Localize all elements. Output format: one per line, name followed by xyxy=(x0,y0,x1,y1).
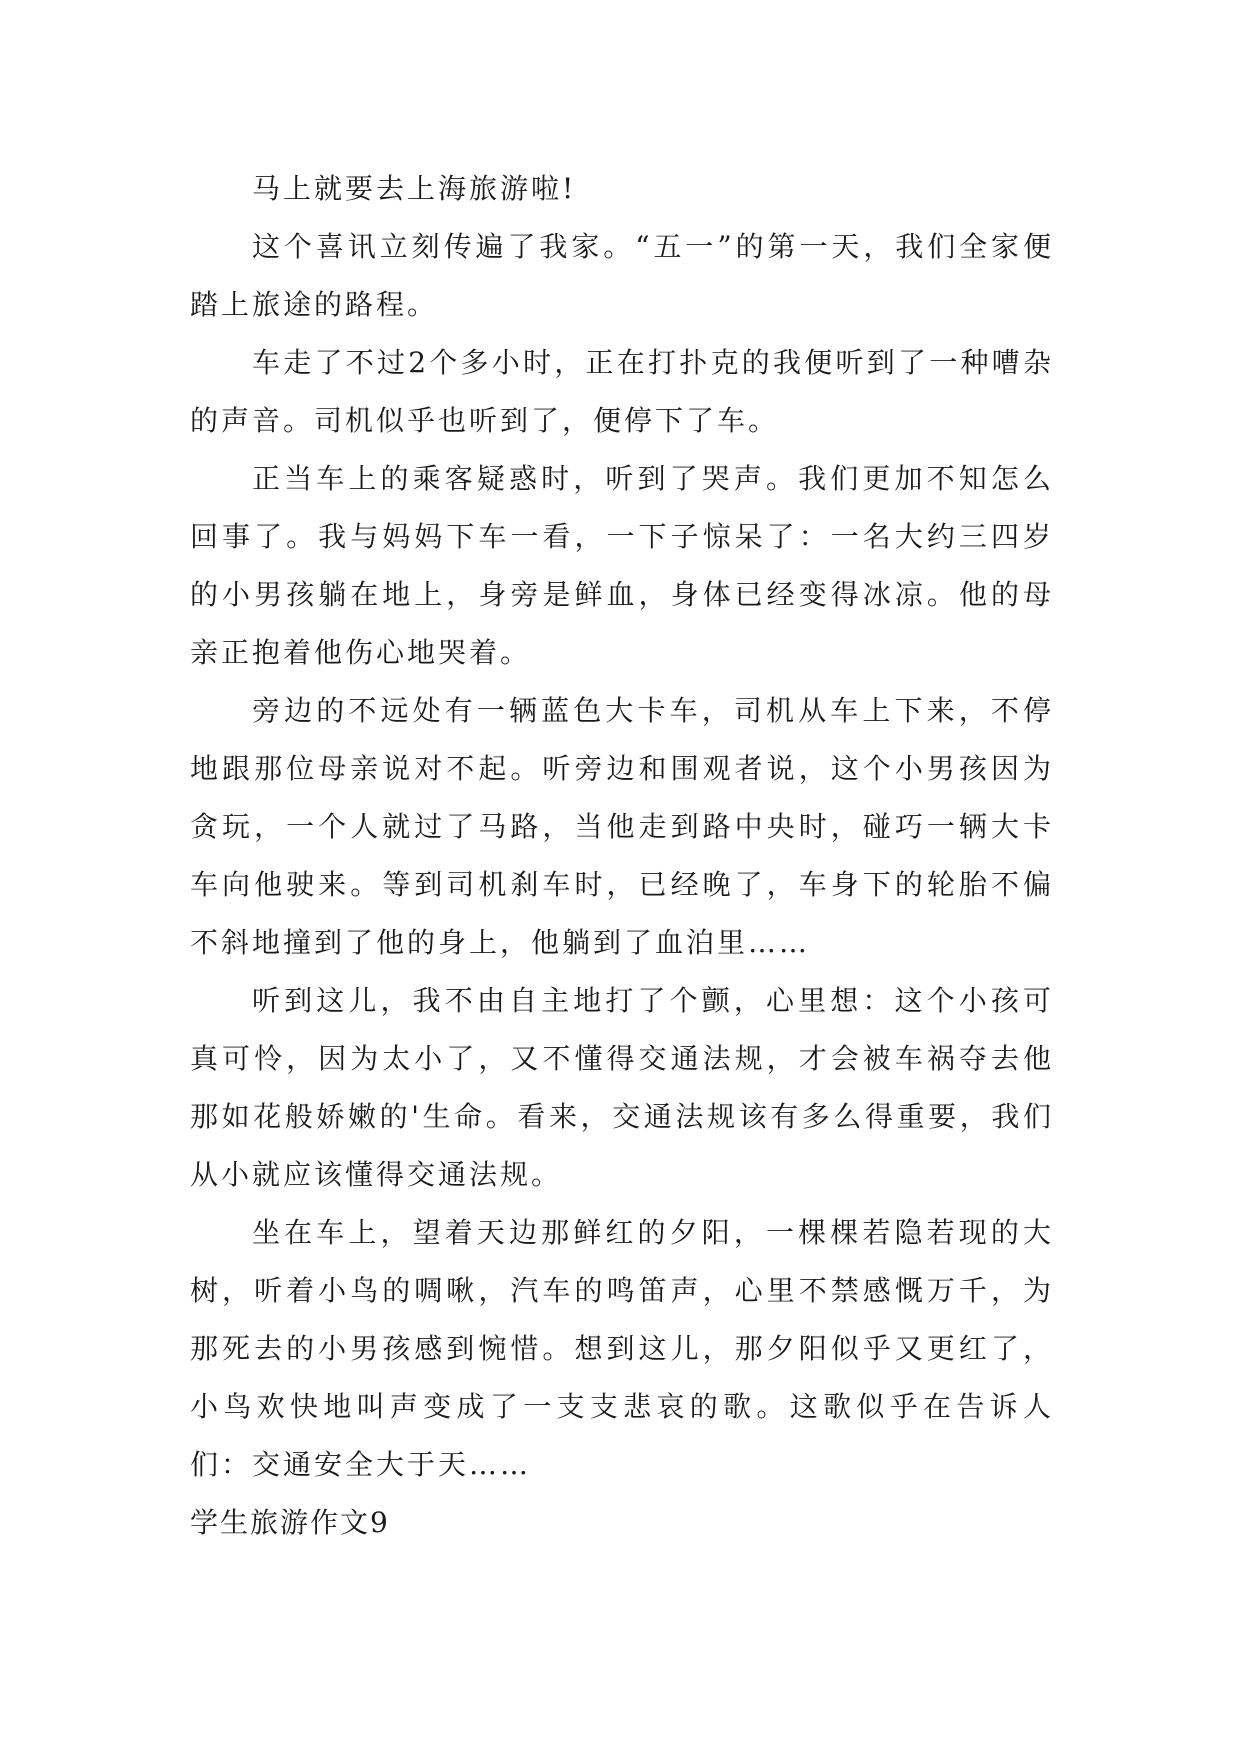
next-essay-heading: 学生旅游作文9 xyxy=(190,1506,390,1539)
paragraph-3: 车走了不过2个多小时，正在打扑克的我便听到了一种嘈杂的声音。司机似乎也听到了，便停下了车。 xyxy=(190,346,1054,437)
paragraph-6: 听到这儿，我不由自主地打了个颤，心里想：这个小孩可真可怜，因为太小了，又不懂得交通法规，才会被车祸夺去他那如花般娇嫩的'生命。看来，交通法规该有多么得重要，我们从小就应该懂得交通法规。 xyxy=(190,984,1054,1191)
paragraph-2: 这个喜讯立刻传遍了我家。“五一”的第一天，我们全家便踏上旅途的路程。 xyxy=(190,230,1054,321)
document-page xyxy=(190,160,1054,1552)
paragraph-4: 正当车上的乘客疑惑时，听到了哭声。我们更加不知怎么回事了。我与妈妈下车一看，一下子惊呆了：一名大约三四岁的小男孩躺在地上，身旁是鲜血，身体已经变得冰凉。他的母亲正抱着他伤心地哭着。 xyxy=(190,462,1054,669)
paragraph-5: 旁边的不远处有一辆蓝色大卡车，司机从车上下来，不停地跟那位母亲说对不起。听旁边和围观者说，这个小男孩因为贪玩，一个人就过了马路，当他走到路中央时，碰巧一辆大卡车向他驶来。等到司机刹车时，已经晚了，车身下的轮胎不偏不斜地撞到了他的身上，他躺到了血泊里…… xyxy=(190,694,1054,959)
paragraph-1: 马上就要去上海旅游啦! xyxy=(252,172,577,205)
paragraph-7: 坐在车上，望着天边那鲜红的夕阳，一棵棵若隐若现的大树，听着小鸟的啁啾，汽车的鸣笛声，心里不禁感慨万千，为那死去的小男孩感到惋惜。想到这儿，那夕阳似乎又更红了，小鸟欢快地叫声变成了一支支悲哀的歌。这歌似乎在告诉人们：交通安全大于天…… xyxy=(190,1216,1054,1481)
